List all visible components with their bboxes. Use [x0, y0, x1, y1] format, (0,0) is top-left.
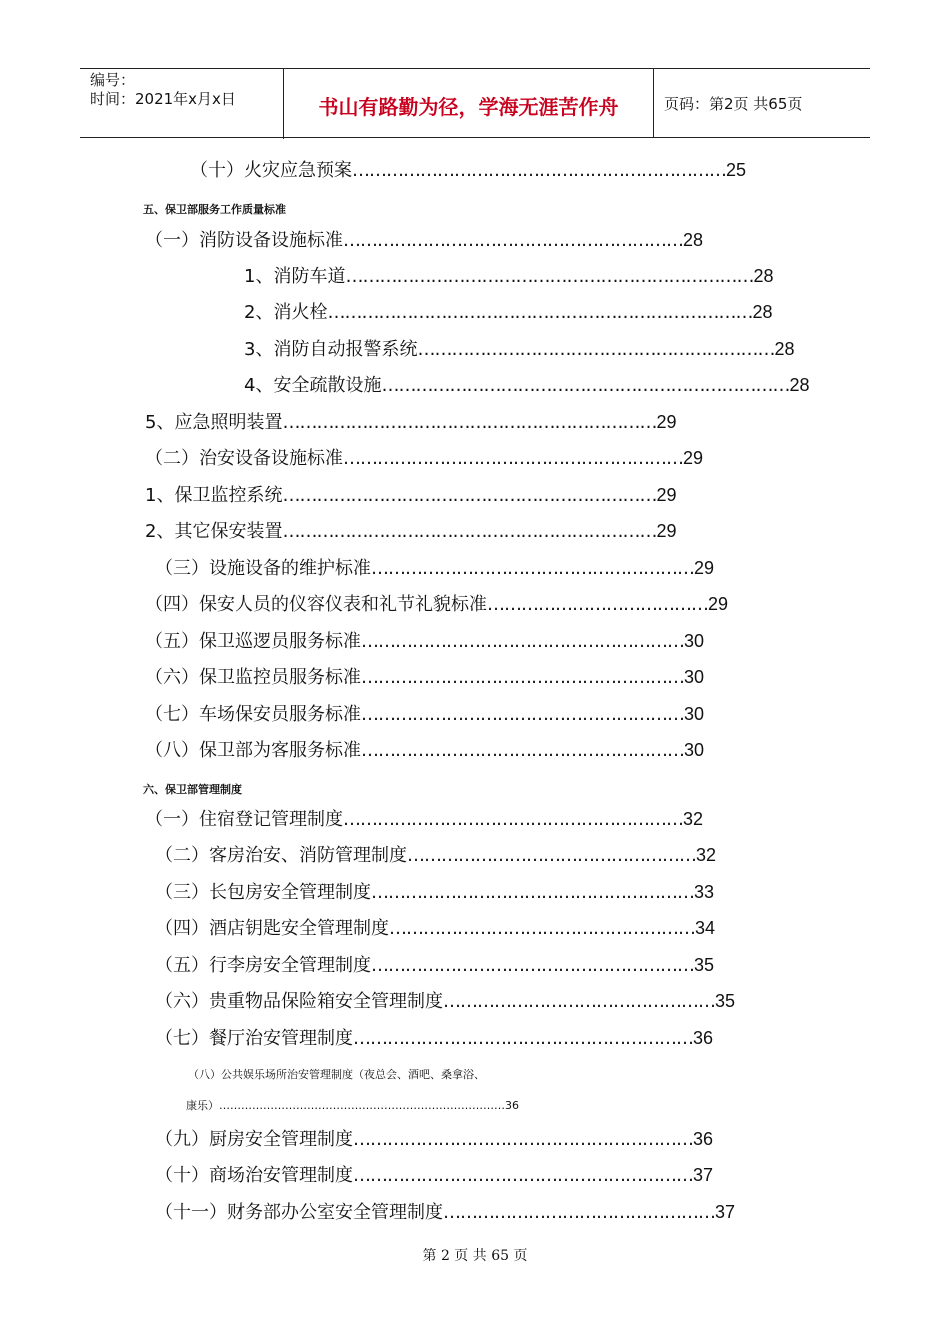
header-page-cell: [654, 69, 870, 137]
page-footer: 第 2 页 共 65 页: [422, 1248, 528, 1264]
toc-entry[interactable]: （三）长包房安全管理制度…………………………………………………33: [155, 882, 715, 903]
toc-entry[interactable]: （二）治安设备设施标准……………………………………………………29: [145, 448, 704, 469]
toc-entry[interactable]: （三）设施设备的维护标准…………………………………………………29: [155, 558, 715, 579]
toc-entry[interactable]: 2、消火栓…………………………………………………………………28: [244, 302, 773, 323]
header-info-cell: [80, 69, 284, 139]
toc-entry[interactable]: （七）车场保安员服务标准…………………………………………………30: [145, 704, 705, 725]
page-header: [80, 68, 870, 138]
toc-entry[interactable]: 5、应急照明装置…………………………………………………………29: [145, 412, 677, 433]
toc-entry[interactable]: 1、保卫监控系统…………………………………………………………29: [145, 485, 677, 506]
toc-entry[interactable]: （四）保安人员的仪容仪表和礼节礼貌标准…………………………………29: [145, 594, 729, 615]
serial-label: 编号：: [90, 71, 136, 89]
toc-entry[interactable]: （九）厨房安全管理制度……………………………………………………36: [155, 1129, 714, 1150]
toc-entry-small[interactable]: （八）公共娱乐场所治安管理制度（夜总会、酒吧、桑拿浴、: [188, 1068, 485, 1081]
toc-entry[interactable]: 1、消防车道………………………………………………………………28: [244, 266, 774, 287]
toc-entry[interactable]: （五）保卫巡逻员服务标准…………………………………………………30: [145, 631, 705, 652]
toc-entry[interactable]: （六）保卫监控员服务标准…………………………………………………30: [145, 667, 705, 688]
section-title: 六、保卫部管理制度: [143, 783, 242, 796]
toc-entry[interactable]: （二）客房治安、消防管理制度……………………………………………32: [155, 845, 717, 866]
toc-entry[interactable]: （一）住宿登记管理制度……………………………………………………32: [145, 809, 704, 830]
toc-entry[interactable]: 3、消防自动报警系统………………………………………………………28: [244, 339, 795, 360]
toc-entry[interactable]: （六）贵重物品保险箱安全管理制度…………………………………………35: [155, 991, 736, 1012]
toc-entry[interactable]: （十一）财务部办公室安全管理制度…………………………………………37: [155, 1202, 736, 1223]
toc-entry[interactable]: （八）保卫部为客服务标准…………………………………………………30: [145, 740, 705, 761]
motto: 书山有路勤为径，学海无涯苦作舟: [318, 95, 619, 119]
page-info: 页码：第2页 共65页: [664, 95, 803, 113]
toc-entry[interactable]: （一）消防设备设施标准……………………………………………………28: [145, 230, 704, 251]
toc-entry[interactable]: （七）餐厅治安管理制度……………………………………………………36: [155, 1028, 714, 1049]
toc-entry[interactable]: 4、安全疏散设施………………………………………………………………28: [244, 375, 810, 396]
toc-entry[interactable]: （四）酒店钥匙安全管理制度………………………………………………34: [155, 918, 716, 939]
section-title: 五、保卫部服务工作质量标准: [143, 203, 286, 216]
toc-entry[interactable]: 2、其它保安装置…………………………………………………………29: [145, 521, 677, 542]
toc-entry[interactable]: （五）行李房安全管理制度…………………………………………………35: [155, 955, 715, 976]
time-label: 时间：2021年x月x日: [90, 90, 236, 108]
toc-entry-small[interactable]: 康乐）……………………………………………………………………36: [186, 1099, 519, 1112]
header-motto-cell: [284, 69, 654, 137]
toc-entry[interactable]: （十）商场治安管理制度……………………………………………………37: [155, 1165, 714, 1186]
toc-entry[interactable]: （十）火灾应急预案…………………………………………………………25: [190, 160, 747, 181]
